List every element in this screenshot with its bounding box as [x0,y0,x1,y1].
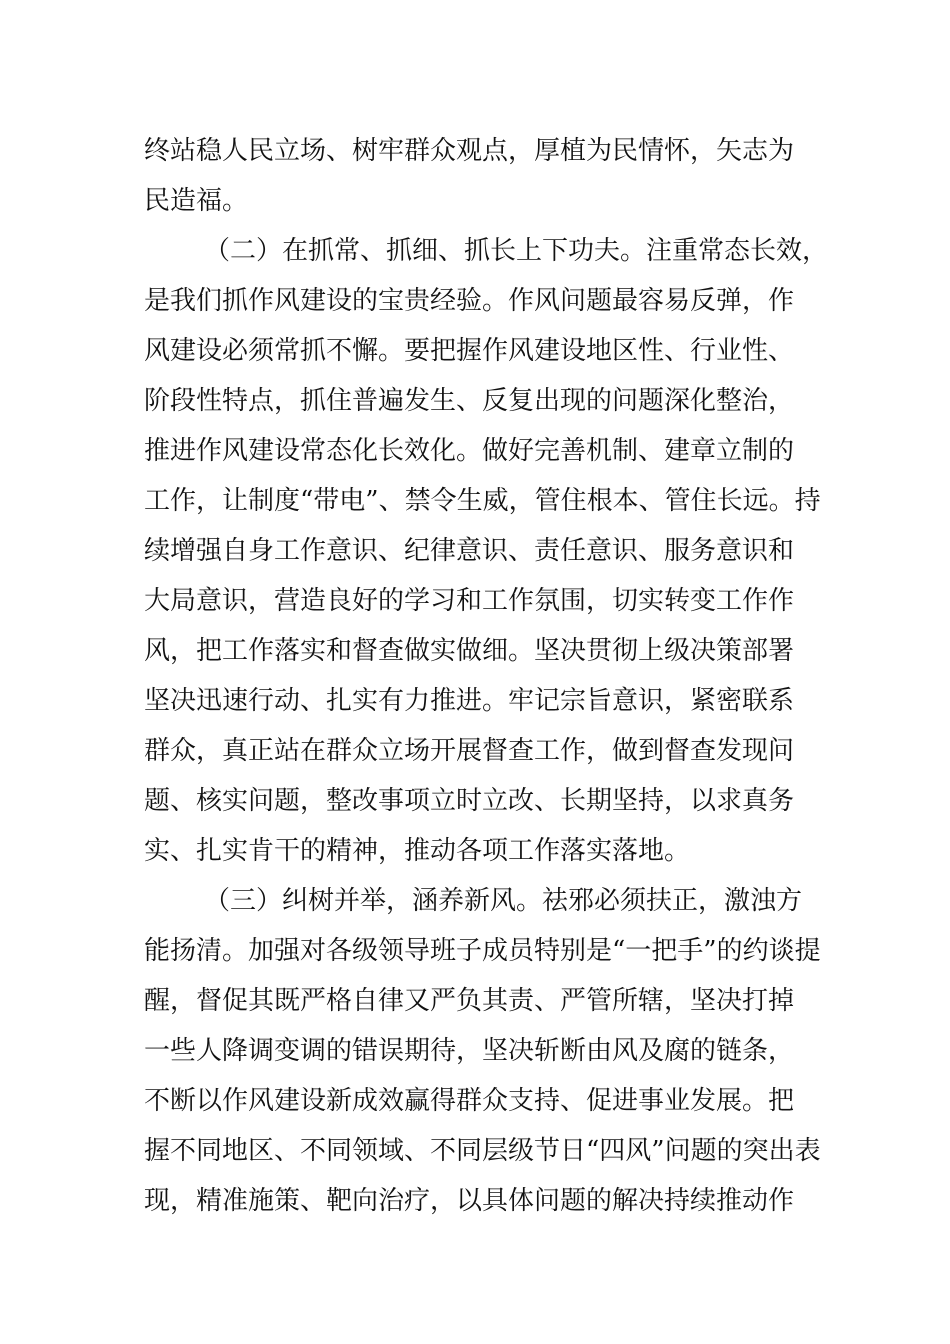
text-line: 不断以作风建设新成效赢得群众支持、促进事业发展。把 [144,1086,795,1116]
text-line: 是我们抓作风建设的宝贵经验。作风问题最容易反弹，作 [144,286,795,316]
text-line: 醒，督促其既严格自律又严负其责、严管所辖，坚决打掉 [144,986,795,1016]
text-line: 现，精准施策、靶向治疗，以具体问题的解决持续推动作 [144,1186,795,1216]
text-line: 续增强自身工作意识、纪律意识、责任意识、服务意识和 [144,536,795,566]
text-line: 推进作风建设常态化长效化。做好完善机制、建章立制的 [144,436,795,466]
text-line: 题、核实问题，整改事项立时立改、长期坚持，以求真务 [144,786,795,816]
text-line: 群众，真正站在群众立场开展督查工作，做到督查发现问 [144,736,795,766]
text-line: 阶段性特点，抓住普遍发生、反复出现的问题深化整治， [144,386,795,416]
section-heading-line: （二）在抓常、抓细、抓长上下功夫。注重常态长效， [204,236,829,266]
text-line: 风，把工作落实和督查做实做细。坚决贯彻上级决策部署 [144,636,795,666]
text-line: 终站稳人民立场、树牢群众观点，厚植为民情怀，矢志为 [144,136,795,166]
text-line: 工作，让制度“带电”、禁令生威，管住根本、管住长远。持 [144,486,821,516]
text-line: 大局意识，营造良好的学习和工作氛围，切实转变工作作 [144,586,795,616]
text-line: 民造福。 [144,186,249,216]
text-line: 实、扎实肯干的精神，推动各项工作落实落地。 [144,836,691,866]
text-line: 风建设必须常抓不懈。要把握作风建设地区性、行业性、 [144,336,795,366]
text-line: 能扬清。加强对各级领导班子成员特别是“一把手”的约谈提 [144,936,821,966]
text-line: 一些人降调变调的错误期待，坚决斩断由风及腐的链条， [144,1036,795,1066]
text-line: 坚决迅速行动、扎实有力推进。牢记宗旨意识，紧密联系 [144,686,795,716]
text-line: 握不同地区、不同领域、不同层级节日“四风”问题的突出表 [144,1136,821,1166]
section-heading-line: （三）纠树并举，涵养新风。祛邪必须扶正，激浊方 [204,886,803,916]
document-body [144,126,829,1226]
